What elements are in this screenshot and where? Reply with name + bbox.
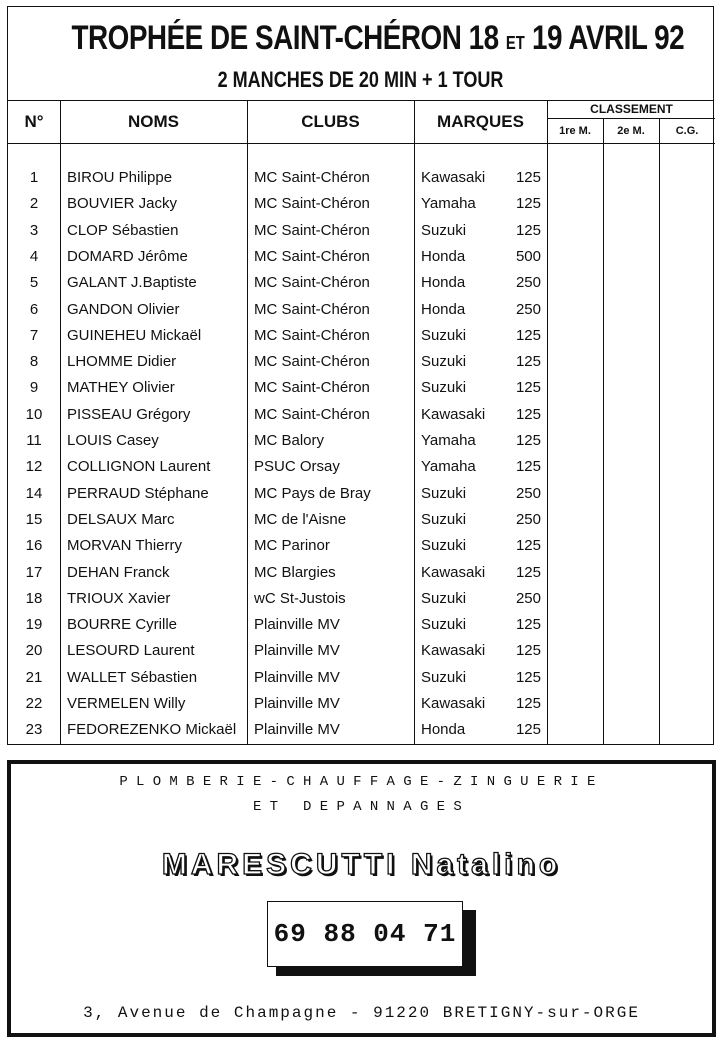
rider-brand: Yamaha — [421, 195, 476, 213]
rider-displacement: 125 — [515, 668, 541, 686]
rider-name: COLLIGNON Laurent — [67, 458, 211, 476]
rider-name: GANDON Olivier — [67, 300, 180, 318]
title-main: TROPHÉE DE SAINT-CHÉRON 18 — [71, 19, 499, 57]
rider-displacement: 250 — [515, 300, 541, 318]
rider-brand: Honda — [421, 721, 466, 739]
rider-number: 17 — [25, 563, 43, 581]
header-clubs: CLUBS — [301, 112, 360, 131]
advertisement — [7, 760, 716, 1037]
rider-name: LHOMME Didier — [67, 353, 177, 371]
table-row — [8, 533, 713, 559]
header-m2: 2e M. — [617, 125, 645, 137]
header-cg: C.G. — [675, 125, 699, 137]
rider-brand: Suzuki — [421, 616, 467, 634]
rider-displacement: 250 — [515, 589, 541, 607]
rider-brand: Honda — [421, 300, 466, 318]
rider-club: MC Saint-Chéron — [254, 379, 370, 397]
rider-brand: Kawasaki — [421, 169, 486, 186]
rider-name: GALANT J.Baptiste — [67, 274, 197, 292]
ad-address: 3, Avenue de Champagne - 91220 BRETIGNY-sur-ORGE — [83, 1004, 640, 1022]
rider-number: 12 — [25, 458, 43, 476]
rider-club: PSUC Orsay — [254, 458, 340, 476]
rider-number: 23 — [25, 721, 43, 739]
rider-club: MC Saint-Chéron — [254, 247, 370, 265]
table-row — [8, 454, 713, 480]
header-classement: CLASSEMENT — [590, 102, 673, 116]
rider-name: PERRAUD Stéphane — [67, 484, 209, 502]
table-row — [8, 481, 713, 507]
rider-displacement: 125 — [515, 221, 541, 239]
rider-club: MC Pays de Bray — [254, 484, 371, 502]
header-brands: MARQUES — [437, 112, 524, 131]
table-row — [8, 638, 713, 664]
rider-name: PISSEAU Grégory — [67, 405, 191, 423]
rider-brand: Yamaha — [421, 458, 476, 476]
table-row — [8, 428, 713, 454]
rider-displacement: 250 — [515, 274, 541, 292]
rider-number: 21 — [25, 668, 43, 686]
table-row — [8, 691, 713, 717]
rider-brand: Suzuki — [421, 589, 467, 607]
rider-number: 22 — [25, 695, 43, 712]
rider-displacement: 250 — [515, 510, 541, 528]
rider-name: BOURRE Cyrille — [67, 616, 178, 634]
table-row — [8, 297, 713, 323]
phone-number: 69 88 04 71 — [267, 901, 463, 967]
title-et: ET — [505, 33, 525, 53]
rider-number: 14 — [25, 484, 43, 502]
rider-number: 1 — [29, 169, 39, 186]
rider-name: DELSAUX Marc — [67, 510, 175, 528]
rider-name: FEDOREZENKO Mickaël — [67, 721, 237, 739]
table-row — [8, 402, 713, 428]
table-row — [8, 612, 713, 638]
rider-club: MC Saint-Chéron — [254, 221, 370, 239]
table-row — [8, 586, 713, 612]
rider-brand: Honda — [421, 274, 466, 292]
rider-number: 4 — [29, 247, 39, 265]
rider-brand: Suzuki — [421, 484, 467, 502]
table-row — [8, 323, 713, 349]
rider-brand: Kawasaki — [421, 405, 486, 423]
rider-club: MC Parinor — [254, 537, 330, 555]
rider-club: Plainville MV — [254, 668, 340, 686]
table-row — [8, 665, 713, 691]
rider-club: Plainville MV — [254, 695, 340, 712]
rider-name: MORVAN Thierry — [67, 537, 183, 555]
rider-brand: Honda — [421, 247, 466, 265]
rider-number: 7 — [29, 326, 39, 344]
rider-displacement: 125 — [515, 616, 541, 634]
rider-displacement: 125 — [515, 195, 541, 213]
rider-name: LESOURD Laurent — [67, 642, 195, 660]
rider-name: LOUIS Casey — [67, 432, 159, 449]
rider-number: 5 — [29, 274, 39, 292]
rider-club: MC Saint-Chéron — [254, 169, 370, 186]
rider-displacement: 125 — [515, 695, 541, 712]
rider-club: Plainville MV — [254, 616, 340, 634]
table-row — [8, 375, 713, 401]
rider-name: DEHAN Franck — [67, 563, 170, 581]
rider-club: Plainville MV — [254, 642, 340, 660]
rider-name: WALLET Sébastien — [67, 668, 198, 686]
rider-number: 10 — [25, 405, 43, 423]
rider-brand: Suzuki — [421, 353, 467, 371]
rider-displacement: 125 — [515, 642, 541, 660]
table-row — [8, 165, 713, 191]
rider-number: 20 — [25, 642, 43, 660]
rider-displacement: 125 — [515, 563, 541, 581]
rider-brand: Yamaha — [421, 432, 476, 449]
header-bottom-line — [8, 143, 715, 144]
rider-name: VERMELEN Willy — [67, 695, 186, 712]
rider-club: MC Saint-Chéron — [254, 405, 370, 423]
rider-displacement: 125 — [515, 353, 541, 371]
table-row — [8, 270, 713, 296]
rider-brand: Suzuki — [421, 668, 467, 686]
table-row — [8, 560, 713, 586]
rider-club: MC Blargies — [254, 563, 336, 581]
rider-number: 2 — [29, 195, 39, 213]
rider-number: 6 — [29, 300, 39, 318]
rider-club: MC Balory — [254, 432, 325, 449]
header-m1: 1re M. — [559, 125, 591, 137]
rider-name: GUINEHEU Mickaël — [67, 326, 202, 344]
table-row — [8, 349, 713, 375]
rider-name: BOUVIER Jacky — [67, 195, 178, 213]
rider-brand: Suzuki — [421, 326, 467, 344]
rider-name: MATHEY Olivier — [67, 379, 175, 397]
ad-services: PLOMBERIE-CHAUFFAGE-ZINGUERIE — [119, 774, 604, 790]
rider-club: wC St-Justois — [254, 589, 346, 607]
rider-brand: Suzuki — [421, 379, 467, 397]
rider-number: 8 — [29, 353, 39, 371]
rider-club: MC Saint-Chéron — [254, 274, 370, 292]
rider-number: 11 — [26, 432, 42, 449]
table-row — [8, 507, 713, 533]
rider-number: 18 — [25, 589, 43, 607]
rider-club: MC Saint-Chéron — [254, 353, 370, 371]
rider-brand: Kawasaki — [421, 642, 486, 660]
rider-displacement: 250 — [515, 484, 541, 502]
header-num: N° — [24, 112, 44, 131]
rider-name: CLOP Sébastien — [67, 221, 179, 239]
rider-displacement: 125 — [515, 326, 541, 344]
title-band — [8, 7, 713, 101]
rider-club: Plainville MV — [254, 721, 340, 739]
page-subtitle: 2 MANCHES DE 20 MIN + 1 TOUR — [217, 67, 504, 92]
rider-number: 16 — [25, 537, 43, 555]
rider-number: 9 — [29, 379, 39, 397]
rider-number: 19 — [25, 616, 43, 634]
ad-business-name: MARESCUTTI Natalino — [161, 848, 562, 881]
table-row — [8, 191, 713, 217]
rider-club: MC de l'Aisne — [254, 510, 347, 528]
rider-displacement: 125 — [515, 432, 541, 449]
rider-number: 15 — [25, 510, 43, 528]
rider-club: MC Saint-Chéron — [254, 300, 370, 318]
rider-club: MC Saint-Chéron — [254, 326, 370, 344]
rider-club: MC Saint-Chéron — [254, 195, 370, 213]
rider-brand: Kawasaki — [421, 695, 486, 712]
table-row — [8, 244, 713, 270]
rider-brand: Suzuki — [421, 510, 467, 528]
rider-name: BIROU Philippe — [67, 169, 173, 186]
rider-displacement: 125 — [515, 458, 541, 476]
rider-displacement: 125 — [515, 721, 541, 739]
rider-displacement: 500 — [515, 247, 541, 265]
table-row — [8, 717, 713, 743]
rider-displacement: 125 — [515, 379, 541, 397]
rider-brand: Suzuki — [421, 221, 467, 239]
ad-services-2: ET DEPANNAGES — [252, 799, 471, 815]
table-row — [8, 218, 713, 244]
rider-name: DOMARD Jérôme — [67, 247, 188, 265]
rider-displacement: 125 — [515, 537, 541, 555]
rider-number: 3 — [29, 221, 39, 239]
rider-name: TRIOUX Xavier — [67, 589, 171, 607]
results-table — [7, 6, 714, 745]
rider-displacement: 125 — [515, 169, 541, 186]
page-title — [71, 19, 685, 58]
rider-displacement: 125 — [515, 405, 541, 423]
title-end: 19 AVRIL 92 — [532, 19, 685, 57]
rider-brand: Kawasaki — [421, 563, 486, 581]
header-names: NOMS — [128, 112, 179, 131]
rider-brand: Suzuki — [421, 537, 467, 555]
